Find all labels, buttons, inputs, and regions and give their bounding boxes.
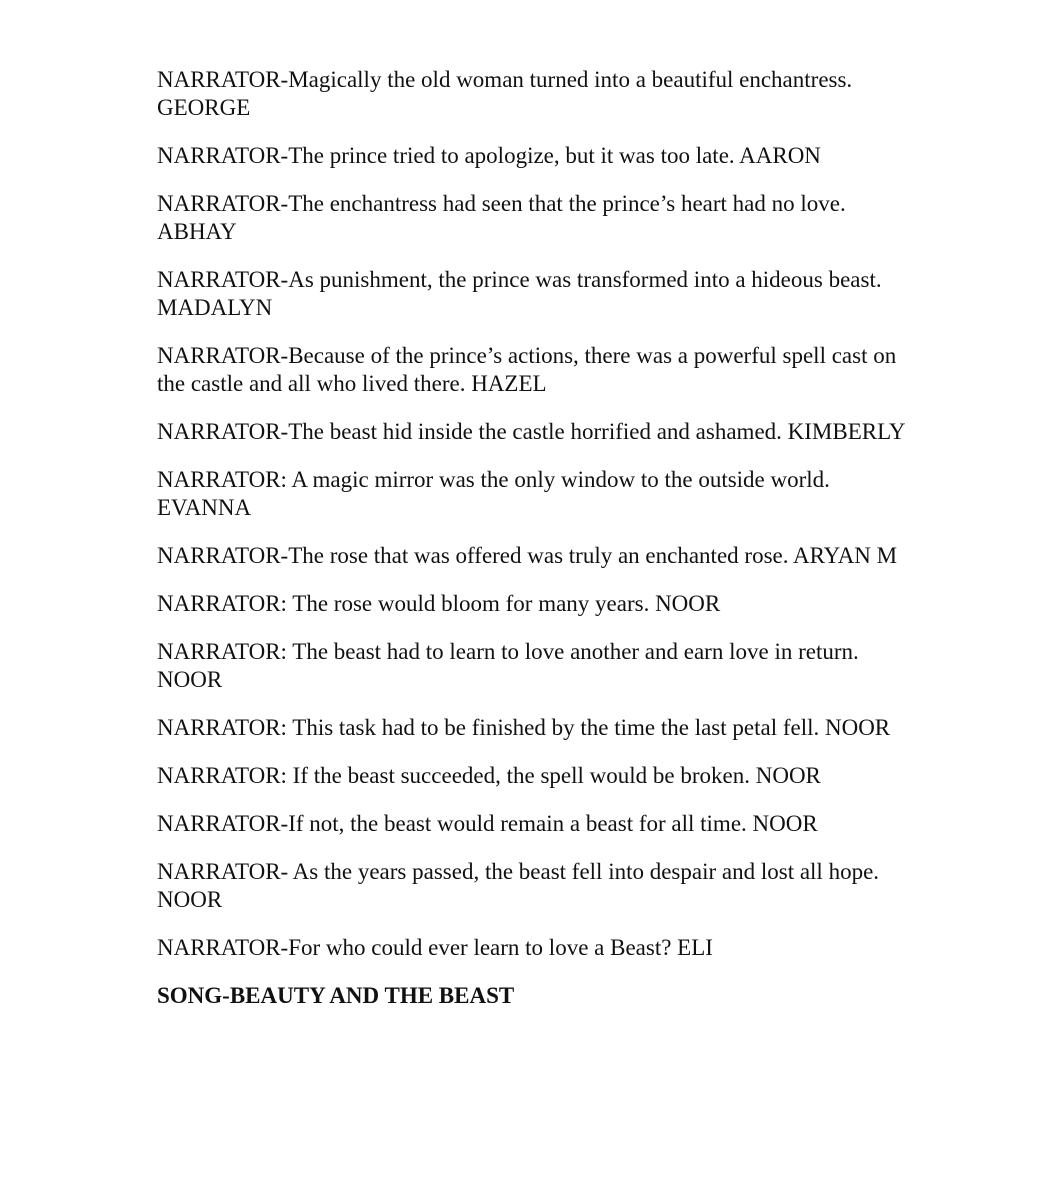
script-line: NARRATOR-The beast hid inside the castle horrified and ashamed. KIMBERLY xyxy=(157,419,906,444)
script-line: NARRATOR- As the years passed, the beast fell into despair and lost all hope. NOOR xyxy=(157,859,880,912)
script-line: NARRATOR-The rose that was offered was truly an enchanted rose. ARYAN M xyxy=(157,543,898,568)
script-body xyxy=(157,66,917,1010)
script-line: NARRATOR: If the beast succeeded, the spell would be broken. NOOR xyxy=(157,763,821,788)
script-line: NARRATOR-If not, the beast would remain a beast for all time. NOOR xyxy=(157,811,818,836)
script-line: NARRATOR: The beast had to learn to love another and earn love in return. NOOR xyxy=(157,639,859,692)
script-line: NARRATOR-As punishment, the prince was transformed into a hideous beast. MADALYN xyxy=(157,267,882,320)
script-line: NARRATOR-The enchantress had seen that the prince’s heart had no love. ABHAY xyxy=(157,191,846,244)
script-line: NARRATOR-For who could ever learn to love a Beast? ELI xyxy=(157,935,713,960)
script-line: NARRATOR: This task had to be finished by the time the last petal fell. NOOR xyxy=(157,715,891,740)
song-title: SONG-BEAUTY AND THE BEAST xyxy=(157,983,515,1008)
script-line: NARRATOR-Magically the old woman turned into a beautiful enchantress. GEORGE xyxy=(157,67,853,120)
script-line: NARRATOR-Because of the prince’s actions, there was a powerful spell cast on the castle and all who lived there. HAZEL xyxy=(157,343,897,396)
script-line: NARRATOR: A magic mirror was the only window to the outside world. EVANNA xyxy=(157,467,830,520)
script-line: NARRATOR-The prince tried to apologize, but it was too late. AARON xyxy=(157,143,821,168)
script-line: NARRATOR: The rose would bloom for many years. NOOR xyxy=(157,591,721,616)
